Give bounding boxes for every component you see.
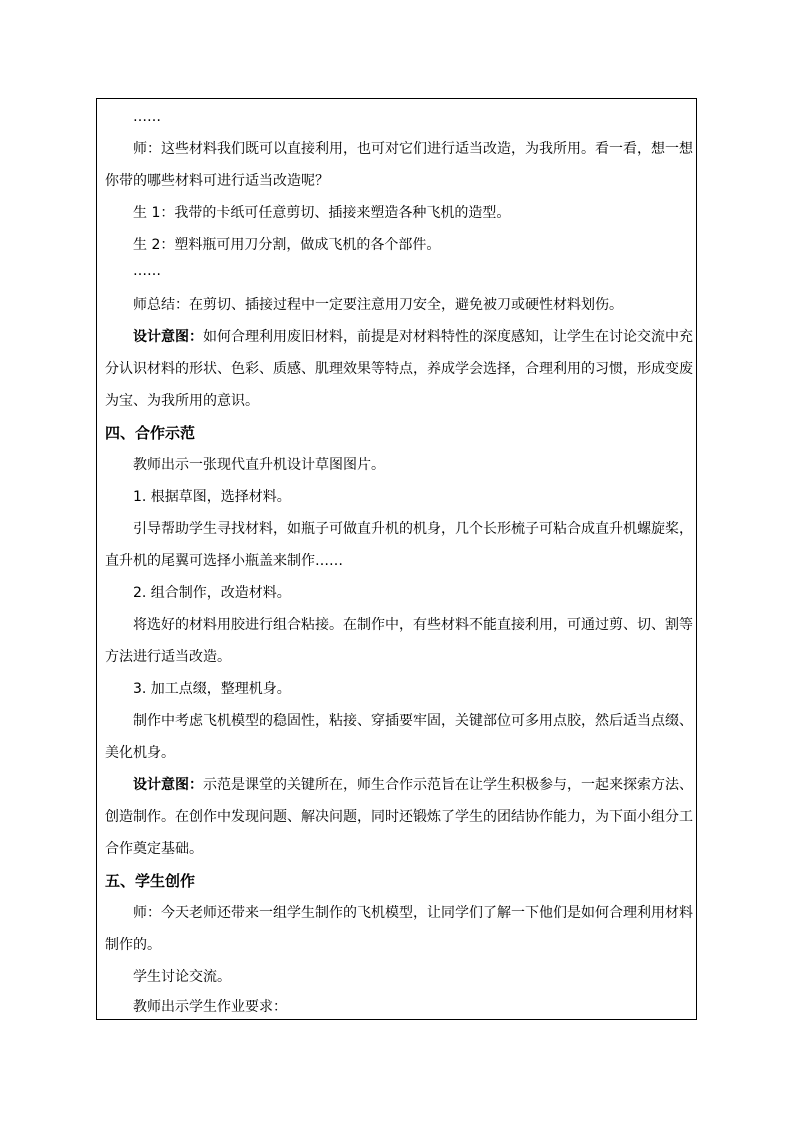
step-2-title: 2. 组合制作，改造材料。 — [133, 585, 291, 601]
step-1-title: 1. 根据草图，选择材料。 — [133, 489, 291, 505]
design-intent-1-line-1 — [133, 327, 693, 347]
ellipsis-top: …… — [133, 109, 161, 125]
lesson-plan-table-cell — [96, 98, 697, 1020]
teacher-dialog-line-2: 你带的哪些材料可进行适当改造呢？ — [105, 173, 329, 189]
teacher-models-line-1: 师：今天老师还带来一组学生制作的飞机模型，让同学们了解一下他们是如何合理利用材料 — [133, 905, 693, 921]
homework-requirement: 教师出示学生作业要求： — [133, 999, 287, 1015]
step-1-desc-line-2: 直升机的尾翼可选择小瓶盖来制作…… — [105, 553, 343, 569]
design-intent-text: 示范是课堂的关键所在，师生合作示范旨在让学生积极参与，一起来探索方法、 — [203, 777, 693, 793]
demo-intro: 教师出示一张现代直升机设计草图图片。 — [133, 457, 385, 473]
step-1-desc-line-1: 引导帮助学生寻找材料，如瓶子可做直升机的机身，几个长形梳子可粘合成直升机螺旋桨， — [133, 521, 693, 537]
step-2-desc-line-2: 方法进行适当改造。 — [105, 649, 231, 665]
design-intent-1-line-2: 分认识材料的形状、色彩、质感、肌理效果等特点，养成学会选择，合理利用的习惯，形成变废 — [105, 361, 693, 377]
ellipsis-mid: …… — [133, 263, 161, 279]
design-intent-label: 设计意图： — [133, 329, 203, 345]
step-3-desc-line-2: 美化机身。 — [105, 745, 175, 761]
design-intent-2-line-2: 创造制作。在创作中发现问题、解决问题，同时还锻炼了学生的团结协作能力，为下面小组分工 — [105, 809, 693, 825]
design-intent-2-line-1 — [133, 775, 693, 795]
design-intent-label: 设计意图： — [133, 777, 203, 793]
teacher-summary: 师总结：在剪切、插接过程中一定要注意用刀安全，避免被刀或硬性材料划伤。 — [133, 297, 623, 313]
step-2-desc-line-1: 将选好的材料用胶进行组合粘接。在制作中，有些材料不能直接利用，可通过剪、切、割等 — [133, 617, 693, 633]
step-3-title: 3. 加工点缀，整理机身。 — [133, 681, 291, 697]
teacher-dialog-line-1: 师：这些材料我们既可以直接利用，也可对它们进行适当改造，为我所用。看一看，想一想 — [133, 141, 693, 157]
teacher-models-line-2: 制作的。 — [105, 937, 161, 953]
design-intent-1-line-3: 为宝、为我所用的意识。 — [105, 393, 259, 409]
section-heading-cooperative-demo: 四、合作示范 — [105, 424, 196, 442]
step-3-desc-line-1: 制作中考虑飞机模型的稳固性，粘接、穿插要牢固，关键部位可多用点胶，然后适当点缀、 — [133, 713, 693, 729]
student-discussion: 学生讨论交流。 — [133, 969, 231, 985]
student-1-answer: 生 1：我带的卡纸可任意剪切、插接来塑造各种飞机的造型。 — [133, 205, 511, 221]
student-2-answer: 生 2：塑料瓶可用刀分割，做成飞机的各个部件。 — [133, 237, 441, 253]
section-heading-student-creation: 五、学生创作 — [105, 872, 196, 890]
design-intent-text: 如何合理利用废旧材料，前提是对材料特性的深度感知，让学生在讨论交流中充 — [203, 329, 693, 345]
design-intent-2-line-3: 合作奠定基础。 — [105, 841, 203, 857]
